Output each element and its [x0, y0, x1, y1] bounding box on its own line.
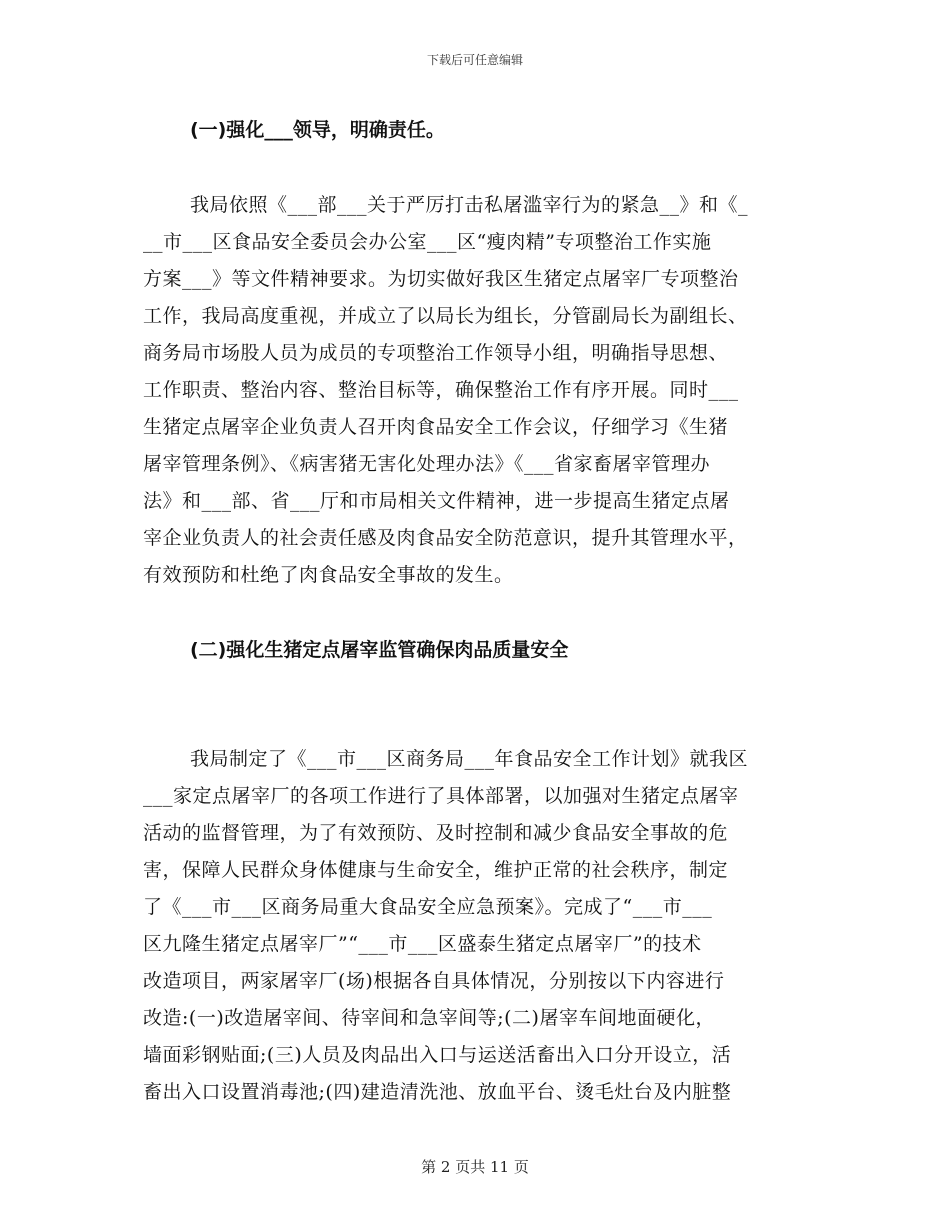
paragraph-line: 工作，我局高度重视，并成立了以局长为组长，分管副局长为副组长、	[143, 305, 748, 327]
paragraph-line: 我局依照《___部___关于严厉打击私屠滥宰行为的紧急__》和《_	[190, 194, 749, 216]
paragraph-line: 屠宰管理条例》、《病害猪无害化处理办法》《___省家畜屠宰管理办	[143, 453, 711, 475]
paragraph-line: __市___区食品安全委员会办公室___区“瘦肉精”专项整治工作实施	[143, 231, 712, 253]
paragraph-line: 改造:(一)改造屠宰间、待宰间和急宰间等;(二)屠宰车间地面硬化，	[143, 1007, 715, 1029]
paragraph-line: 墙面彩钢贴面;(三)人员及肉品出入口与运送活畜出入口分开设立，活	[143, 1044, 732, 1066]
paragraph-line: 活动的监督管理，为了有效预防、及时控制和减少食品安全事故的危	[143, 822, 729, 844]
paragraph-line: 畜出入口设置消毒池;(四)建造清洗池、放血平台、烫毛灶台及内脏整	[143, 1081, 732, 1103]
paragraph-line: 工作职责、整治内容、整治目标等，确保整治工作有序开展。同时___	[143, 379, 739, 401]
paragraph-line: 区九隆生猪定点屠宰厂”“___市___区盛泰生猪定点屠宰厂”的技术	[143, 933, 702, 955]
paragraph-line: 法》和___部、省___厅和市局相关文件精神，进一步提高生猪定点屠	[143, 490, 730, 512]
paragraph-line: 我局制定了《___市___区商务局___年食品安全工作计划》就我区	[190, 748, 749, 770]
section-2-heading: (二)强化生猪定点屠宰监管确保肉品质量安全	[190, 639, 569, 661]
paragraph-line: 方案___》等文件精神要求。为切实做好我区生猪定点屠宰厂专项整治	[143, 268, 739, 290]
paragraph-line: 改造项目，两家屠宰厂(场)根据各自具体情况，分别按以下内容进行	[143, 970, 725, 992]
paragraph-line: 害，保障人民群众身体健康与生命安全，维护正常的社会秩序，制定	[143, 859, 729, 881]
paragraph-line: 了《___市___区商务局重大食品安全应急预案》。完成了“___市___	[143, 896, 713, 918]
paragraph-line: 有效预防和杜绝了肉食品安全事故的发生。	[143, 564, 514, 586]
paragraph-line: 宰企业负责人的社会责任感及肉食品安全防范意识，提升其管理水平，	[143, 527, 748, 549]
paragraph-line: 生猪定点屠宰企业负责人召开肉食品安全工作会议，仔细学习《生猪	[143, 416, 729, 438]
page-number-footer: 第 2 页共 11 页	[421, 1158, 529, 1176]
section-1-heading: (一)强化___领导，明确责任。	[190, 119, 445, 141]
page-header: 下载后可任意编辑	[426, 53, 523, 67]
paragraph-line: 商务局市场股人员为成员的专项整治工作领导小组，明确指导思想、	[143, 342, 729, 364]
paragraph-line: ___家定点屠宰厂的各项工作进行了具体部署，以加强对生猪定点屠宰	[143, 785, 739, 807]
